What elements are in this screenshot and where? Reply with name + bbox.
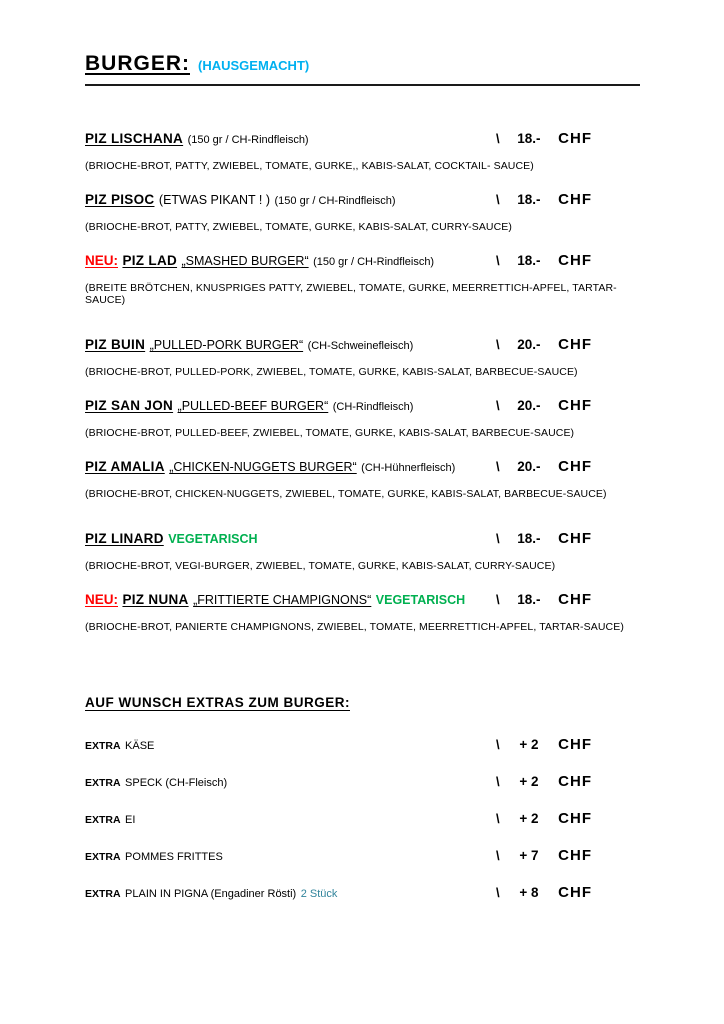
item-description: (BREITE BRÖTCHEN, KNUSPRIGES PATTY, ZWIEBEL, TOMATE, GURKE, MEERRETTICH-APFEL, TARTAR-SAUCE) [85, 282, 617, 306]
item-description: (BRIOCHE-BROT, PANIERTE CHAMPIGNONS, ZWIEBEL, TOMATE, MEERRETTICH-APFEL, TARTAR-SAUCE) [85, 621, 624, 633]
currency-label: CHF [558, 252, 592, 269]
extra-price-block [496, 736, 592, 753]
item-description: (BRIOCHE-BROT, PATTY, ZWIEBEL, TOMATE, GURKE,, KABIS-SALAT, COCKTAIL- SAUCE) [85, 160, 534, 172]
extra-label: EXTRA [85, 851, 121, 863]
currency-label: CHF [558, 736, 592, 753]
menu-item-piz-nuna [85, 591, 640, 633]
item-price: 18.- [517, 592, 541, 607]
extra-label: EXTRA [85, 814, 121, 826]
item-price: 18.- [517, 192, 541, 207]
extra-item-ei [85, 810, 640, 828]
page-subtitle: (HAUSGEMACHT) [198, 58, 310, 73]
currency-label: CHF [558, 130, 592, 147]
item-name-line [85, 530, 496, 548]
item-name: PIZ BUIN [85, 337, 146, 352]
menu-item-piz-pisoc [85, 191, 640, 233]
extra-label: EXTRA [85, 777, 121, 789]
new-badge: NEU: [85, 253, 118, 268]
price-separator: \ [496, 885, 500, 900]
price-separator: \ [496, 131, 500, 146]
new-badge: NEU: [85, 592, 118, 607]
extra-note: 2 Stück [300, 888, 338, 900]
item-description: (BRIOCHE-BROT, PULLED-BEEF, ZWIEBEL, TOMATE, GURKE, KABIS-SALAT, BARBECUE-SAUCE) [85, 427, 575, 439]
menu-item-piz-san-jon [85, 397, 640, 439]
extra-name-line [85, 884, 496, 902]
page-header [85, 52, 676, 76]
extra-name-line [85, 773, 496, 791]
currency-label: CHF [558, 847, 592, 864]
menu-item-piz-amalia [85, 458, 640, 500]
currency-label: CHF [558, 773, 592, 790]
extra-name: EI [125, 814, 136, 826]
item-name-line [85, 397, 496, 415]
item-meta: (CH-Schweinefleisch) [307, 340, 414, 352]
item-description: (BRIOCHE-BROT, CHICKEN-NUGGETS, ZWIEBEL, TOMATE, GURKE, KABIS-SALAT, BARBECUE-SAUCE) [85, 488, 607, 500]
extra-price-block [496, 847, 592, 864]
price-separator: \ [496, 531, 500, 546]
menu-item-piz-buin [85, 336, 640, 378]
extra-price: + 2 [519, 774, 539, 789]
menu-item-piz-linard [85, 530, 640, 572]
item-name-line [85, 130, 496, 148]
currency-label: CHF [558, 810, 592, 827]
item-name-line [85, 458, 496, 476]
item-name: PIZ NUNA [122, 592, 189, 607]
item-quote: „FRITTIERTE CHAMPIGNONS“ [193, 593, 372, 607]
item-price-block [496, 191, 592, 208]
item-quote: „PULLED-PORK BURGER“ [149, 338, 304, 352]
item-name-line [85, 591, 496, 609]
item-price: 20.- [517, 459, 541, 474]
extra-name-line [85, 847, 496, 865]
item-tag: (ETWAS PIKANT ! ) [158, 193, 271, 207]
extra-price: + 8 [519, 885, 539, 900]
item-name: PIZ LINARD [85, 531, 164, 546]
item-meta: (CH-Hühnerfleisch) [361, 462, 456, 474]
extra-price: + 2 [519, 737, 539, 752]
extra-name-line [85, 736, 496, 754]
item-quote: „SMASHED BURGER“ [181, 254, 309, 268]
item-meta: (150 gr / CH-Rindfleisch) [313, 256, 435, 268]
currency-label: CHF [558, 884, 592, 901]
extras-heading: AUF WUNSCH EXTRAS ZUM BURGER: [85, 695, 350, 710]
extra-label: EXTRA [85, 888, 121, 900]
item-name: PIZ LISCHANA [85, 131, 184, 146]
page-title: BURGER: [85, 52, 190, 75]
currency-label: CHF [558, 397, 592, 414]
currency-label: CHF [558, 458, 592, 475]
item-quote: „PULLED-BEEF BURGER“ [177, 399, 329, 413]
item-meta: (150 gr / CH-Rindfleisch) [187, 134, 309, 146]
extra-name: PLAIN IN PIGNA (Engadiner Rösti) [125, 888, 297, 900]
item-meta: (CH-Rindfleisch) [332, 401, 414, 413]
item-price: 20.- [517, 337, 541, 352]
item-price-block [496, 591, 592, 608]
item-name: PIZ PISOC [85, 192, 155, 207]
extra-price: + 2 [519, 811, 539, 826]
extra-item-speck [85, 773, 640, 791]
price-separator: \ [496, 848, 500, 863]
currency-label: CHF [558, 591, 592, 608]
item-name: PIZ AMALIA [85, 459, 165, 474]
price-separator: \ [496, 737, 500, 752]
header-divider [85, 84, 640, 86]
price-separator: \ [496, 398, 500, 413]
extra-label: EXTRA [85, 740, 121, 752]
item-quote: „CHICKEN-NUGGETS BURGER“ [169, 460, 357, 474]
item-description: (BRIOCHE-BROT, VEGI-BURGER, ZWIEBEL, TOMATE, GURKE, KABIS-SALAT, CURRY-SAUCE) [85, 560, 556, 572]
extra-price-block [496, 773, 592, 790]
burger-menu-list [85, 130, 676, 633]
extra-item-pommes-frittes [85, 847, 640, 865]
item-price: 18.- [517, 531, 541, 546]
extra-item-plain-in-pigna [85, 884, 640, 902]
currency-label: CHF [558, 191, 592, 208]
item-price-block [496, 530, 592, 547]
item-price-block [496, 397, 592, 414]
item-name-line [85, 191, 496, 209]
price-separator: \ [496, 253, 500, 268]
item-description: (BRIOCHE-BROT, PULLED-PORK, ZWIEBEL, TOMATE, GURKE, KABIS-SALAT, BARBECUE-SAUCE) [85, 366, 578, 378]
extra-name: POMMES FRITTES [125, 851, 223, 863]
extra-price: + 7 [519, 848, 539, 863]
item-price-block [496, 458, 592, 475]
price-separator: \ [496, 592, 500, 607]
item-price: 18.- [517, 131, 541, 146]
item-price-block [496, 336, 592, 353]
extras-section [85, 695, 640, 902]
currency-label: CHF [558, 530, 592, 547]
menu-item-piz-lad [85, 252, 640, 306]
price-separator: \ [496, 811, 500, 826]
extra-name: SPECK (CH-Fleisch) [125, 777, 228, 789]
extra-name: KÄSE [125, 740, 155, 752]
extra-name-line [85, 810, 496, 828]
price-separator: \ [496, 459, 500, 474]
item-meta: (150 gr / CH-Rindfleisch) [274, 195, 396, 207]
extra-price-block [496, 810, 592, 827]
item-name: PIZ LAD [122, 253, 178, 268]
item-name: PIZ SAN JON [85, 398, 174, 413]
extra-item-kaese [85, 736, 640, 754]
price-separator: \ [496, 192, 500, 207]
currency-label: CHF [558, 336, 592, 353]
vegetarisch-label: VEGETARISCH [375, 593, 466, 607]
item-price-block [496, 130, 592, 147]
menu-item-piz-lischana [85, 130, 640, 172]
item-price: 20.- [517, 398, 541, 413]
vegetarisch-label: VEGETARISCH [168, 532, 258, 546]
item-description: (BRIOCHE-BROT, PATTY, ZWIEBEL, TOMATE, GURKE, KABIS-SALAT, CURRY-SAUCE) [85, 221, 512, 233]
price-separator: \ [496, 774, 500, 789]
item-name-line [85, 336, 496, 354]
item-name-line [85, 252, 496, 270]
price-separator: \ [496, 337, 500, 352]
item-price-block [496, 252, 592, 269]
item-price: 18.- [517, 253, 541, 268]
extra-price-block [496, 884, 592, 901]
